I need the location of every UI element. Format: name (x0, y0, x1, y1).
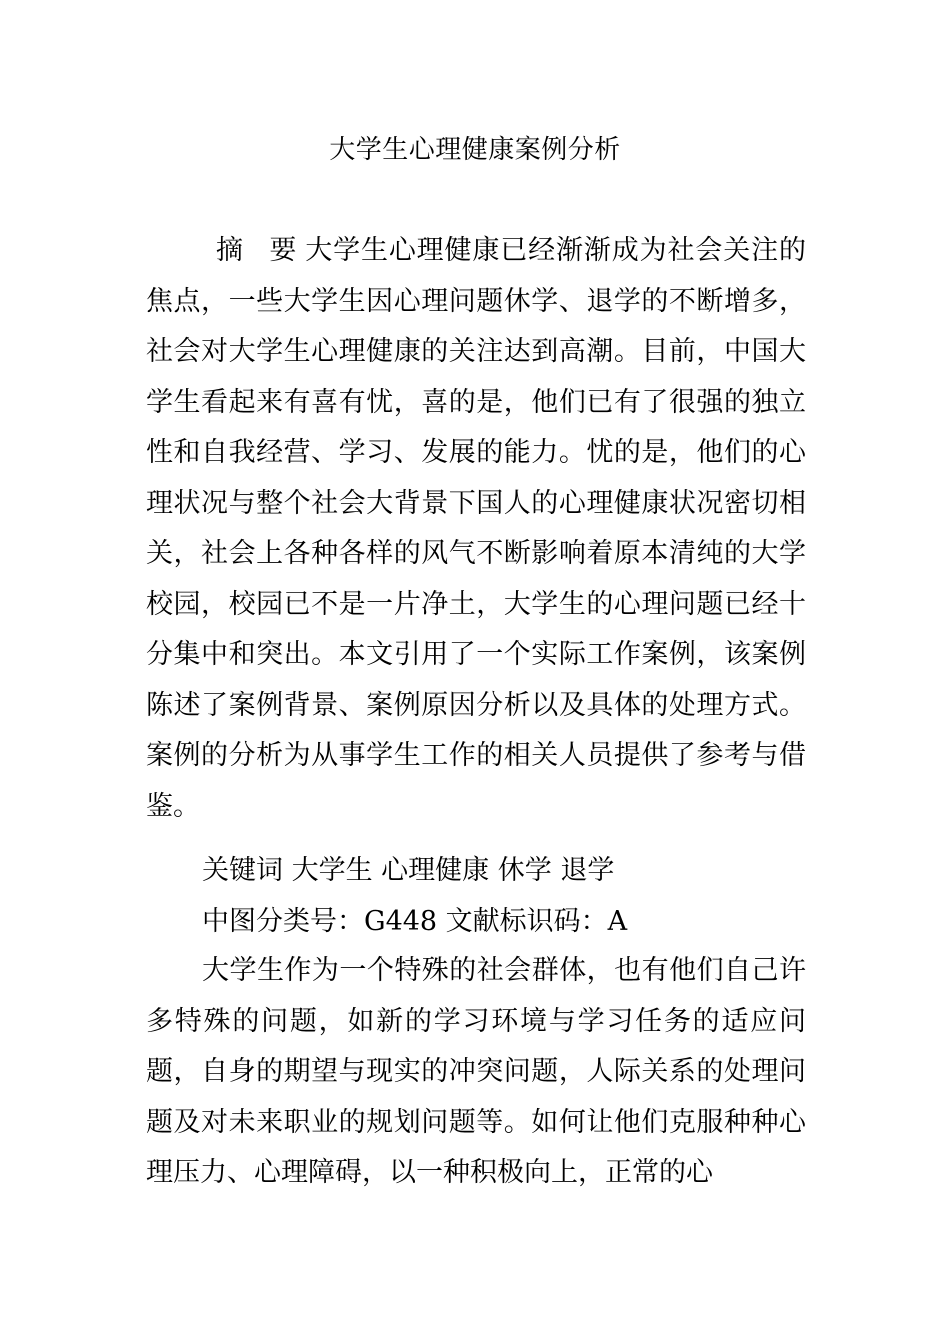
keywords-line: 关键词 大学生 心理健康 休学 退学 (202, 855, 615, 886)
classification-line: 中图分类号：G448 文献标识码：A (202, 906, 628, 937)
abstract-text: 大学生心理健康已经渐渐成为社会关注的焦点，一些大学生因心理问题休学、退学的不断增多，社会对大学生心理健康的关注达到高潮。目前，中国大学生看起来有喜有忧，喜的是，他们已有了很强的独立性和自我经营、学习、发展的能力。忧的是，他们的心理状况与整个社会大背景下国人的心理健康状况密切相关，社会上各种各样的风气不断影响着原本清纯的大学校园，校园已不是一片净土，大学生的心理问题已经十分集中和突出。本文引用了一个实际工作案例，该案例陈述了案例背景、案例原因分析以及具体的处理方式。案例的分析为从事学生工作的相关人员提供了参考与借鉴。 (146, 235, 806, 822)
abstract-label: 摘 要 (216, 235, 306, 266)
body-paragraph: 大学生作为一个特殊的社会群体，也有他们自己许多特殊的问题，如新的学习环境与学习任务的适应问题，自身的期望与现实的冲突问题，人际关系的处理问题及对未来职业的规划问题等。如何让他们克服种种心理压力、心理障碍，以一种积极向上，正常的心 (146, 955, 806, 1188)
abstract-paragraph (146, 226, 806, 832)
document-title: 大学生心理健康案例分析 (329, 135, 621, 165)
